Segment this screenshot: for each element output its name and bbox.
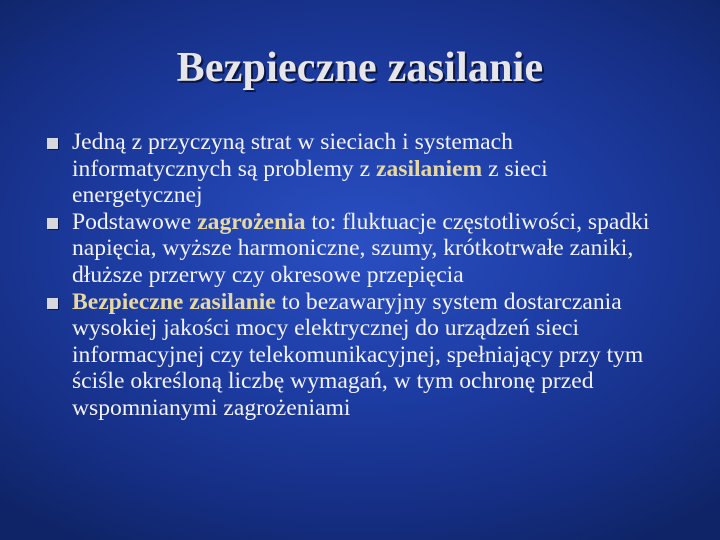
square-bullet-icon xyxy=(47,138,58,149)
bullet-text: Jedną z przyczyną strat w sieciach i systemach informatycznych są problemy z xyxy=(72,129,513,182)
bullet-item-definition xyxy=(46,289,676,422)
bullet-item-power-losses xyxy=(46,129,676,209)
bullet-text: to bezawaryjny system dostarczania wysokiej jakości mocy elektrycznej do urządzeń sieci informacyjnej czy telekomunikacyjnej, spełniający przy tym ściśle określoną liczbę wymagań, w tym ochronę przed wspomnianymi zagrożeniami xyxy=(72,288,644,421)
highlight-term: zagrożenia xyxy=(197,208,306,235)
square-bullet-icon xyxy=(47,298,58,309)
bullet-item-threats xyxy=(46,209,676,289)
bullet-text: to: fluktuacje częstotliwości, spadki napięcia, wyższe harmoniczne, szumy, krótkotrwałe zaniki, dłuższe przerwy czy okresowe przepięcia xyxy=(72,208,650,288)
square-bullet-icon xyxy=(47,218,58,229)
bullet-text: z sieci energetycznej xyxy=(72,155,548,209)
highlight-term: Bezpieczne zasilanie xyxy=(72,288,276,315)
bullet-list xyxy=(46,129,676,422)
highlight-term: zasilaniem xyxy=(376,155,483,182)
bullet-text: Podstawowe xyxy=(72,208,198,235)
slide-title: Bezpieczne zasilanie xyxy=(176,45,544,91)
